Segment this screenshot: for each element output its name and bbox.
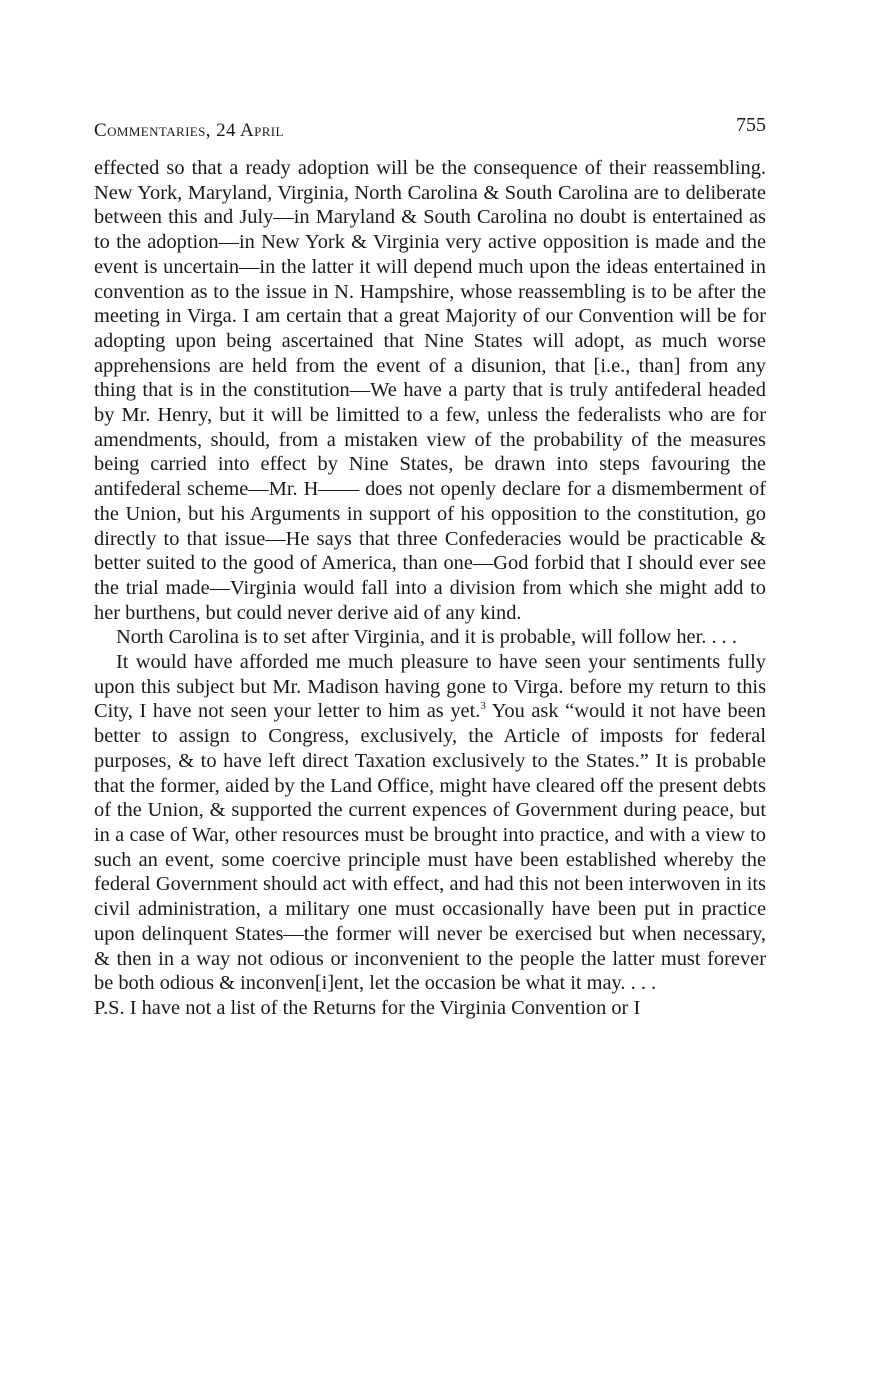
paragraph-north-carolina: North Carolina is to set after Virginia, and it is probable, will follow her. . . . <box>116 626 737 649</box>
footnote-marker: 3 <box>480 700 486 713</box>
page-number: 755 <box>736 114 766 136</box>
paragraph-continuation: effected so that a ready adoption will be the consequence of their reassembling. New York, Maryland, Virginia, North Carolina & South Carolina are to deliberate between this and July—in Maryland & South Carolina no doubt is entertained as to the adoption—in New York & Virginia very active opposition is made and the event is uncertain—in the latter it will depend much upon the ideas entertained in convention as to the issue in N. Hampshire, whose reassembling is to be after the meeting in Virga. I am certain that a great Majority of our Convention will be for adopting upon being ascertained that Nine States will adopt, as much worse apprehensions are held from the event of a disunion, that [i.e., than] from any thing that is in the constitution—We have a party that is truly antifederal headed by Mr. Henry, but it will be limitted to a few, unless the federalists who are for amendments, should, from a mistaken view of the probability of the measures being carried into effect by Nine States, be drawn into steps favouring the antifederal scheme—Mr. H—— does not openly declare for a dismemberment of the Union, but his Arguments in support of his opposition to the constitution, go directly to that issue—He says that three Confederacies would be practicable & better suited to the good of America, than one—God forbid that I should ever see the trial made—Virginia would fall into a division from which she might add to her burthens, but could never derive aid of any kind. <box>94 157 766 624</box>
document-body <box>94 156 766 1021</box>
document-page <box>94 110 766 1021</box>
paragraph-text-before-note: It would have afforded me much pleasure to have seen your sentiments fully upon this subject but Mr. Madison having gone to Virga. before my return to this City, I have not seen your letter to him as yet. <box>94 651 766 723</box>
running-head-title: Commentaries, 24 April <box>94 120 284 141</box>
paragraph-madison-letter <box>94 650 766 996</box>
paragraph-text-after-note: You ask “would it not have been better to assign to Congress, exclusively, the Article of imposts for federal purposes, & to have left direct Taxation exclusively to the States.” It is probable that the former, aided by the Land Office, might have cleared off the present debts of the Union, & supported the current expences of Government during peace, but in a case of War, other resources must be brought into practice, and with a view to such an event, some coercive principle must have been established whereby the federal Government should act with effect, and had this not been interwoven in its civil administration, a military one must occasionally have been put in practice upon delinquent States—the former will never be exercised but when necessary, & then in a way not odious or inconvenient to the people the latter must forever be both odious & inconven[i]ent, let the occasion be what it may. . . . <box>94 700 766 995</box>
running-head <box>94 110 766 144</box>
paragraph-postscript: P.S. I have not a list of the Returns for the Virginia Convention or I <box>94 996 641 1019</box>
